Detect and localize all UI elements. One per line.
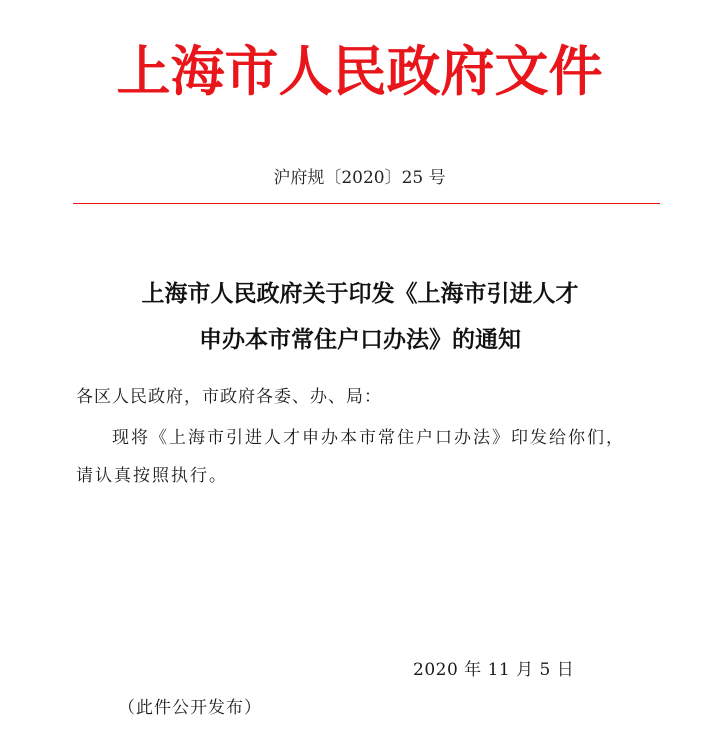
issue-date: 2020 年 11 月 5 日 bbox=[413, 660, 575, 680]
notice-title-line-1: 上海市人民政府关于印发《上海市引进人才 bbox=[141, 281, 579, 307]
document-number: 沪府规〔2020〕25 号 bbox=[273, 168, 446, 188]
document-masthead: 上海市人民政府文件 bbox=[116, 40, 603, 103]
publication-note: （此件公开发布） bbox=[118, 698, 262, 718]
body-paragraph-line-2: 请认真按照执行。 bbox=[76, 466, 228, 486]
salutation: 各区人民政府，市政府各委、办、局： bbox=[76, 387, 382, 407]
body-paragraph-line-1: 现将《上海市引进人才申办本市常住户口办法》印发给你们， bbox=[112, 428, 625, 448]
notice-title-line-2: 申办本市常住户口办法》的通知 bbox=[199, 327, 521, 353]
red-divider-line bbox=[73, 203, 660, 204]
